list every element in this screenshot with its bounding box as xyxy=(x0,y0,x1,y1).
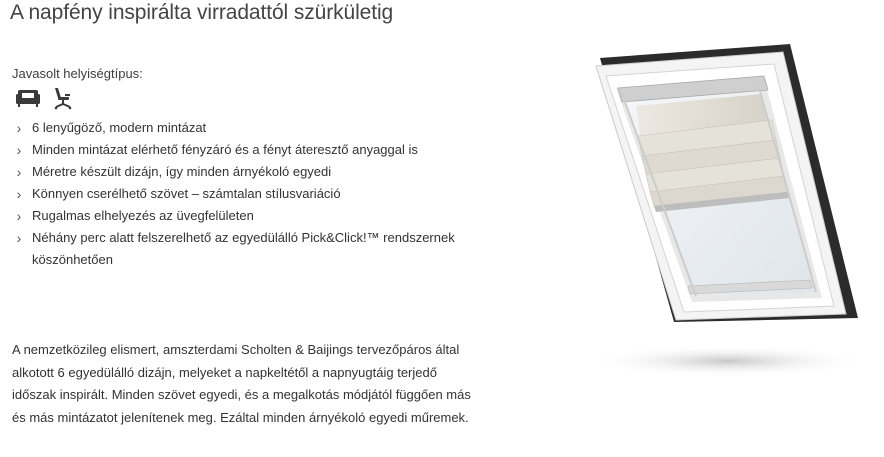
feature-item: › Minden mintázat elérhető fényzáró és a fényt áteresztő anyaggal is xyxy=(12,139,482,161)
chevron-right-icon: › xyxy=(16,186,22,202)
office-chair-icon xyxy=(50,86,76,110)
chevron-right-icon: › xyxy=(16,142,22,158)
chevron-right-icon: › xyxy=(16,164,22,180)
feature-item: › Rugalmas elhelyezés az üvegfelületen xyxy=(12,205,482,227)
roof-window-blind-image xyxy=(578,36,878,386)
feature-item: › 6 lenyűgöző, modern mintázat xyxy=(12,117,482,139)
chevron-right-icon: › xyxy=(16,208,22,224)
product-description: A nemzetközileg elismert, amszterdami Scholten & Baijings tervezőpáros által alkotott 6 egyedülálló dizájn, melyeket a napkeltétől a napnyugtáig terjedő időszak inspirált. Minden szövet egyedi, és a megalkotás módjától függően más és más mintázatot jelenítenek meg. Ezáltal minden árnyékoló egyedi műremek. xyxy=(12,342,471,425)
room-type-label: Javasolt helyiségtípus: xyxy=(12,66,143,81)
feature-item: › Néhány perc alatt felszerelhető az egyedülálló Pick&Click!™ rendszernek köszönhetően xyxy=(12,227,482,271)
chevron-right-icon: › xyxy=(16,120,22,136)
feature-item: › Méretre készült dizájn, így minden árnyékoló egyedi xyxy=(12,161,482,183)
chevron-right-icon: › xyxy=(16,230,22,246)
feature-item: › Könnyen cserélhető szövet – számtalan stílusvariáció xyxy=(12,183,482,205)
sofa-icon xyxy=(16,86,42,110)
feature-list xyxy=(12,117,482,271)
page-title: A napfény inspirálta virradattól szürkületig xyxy=(10,1,394,24)
